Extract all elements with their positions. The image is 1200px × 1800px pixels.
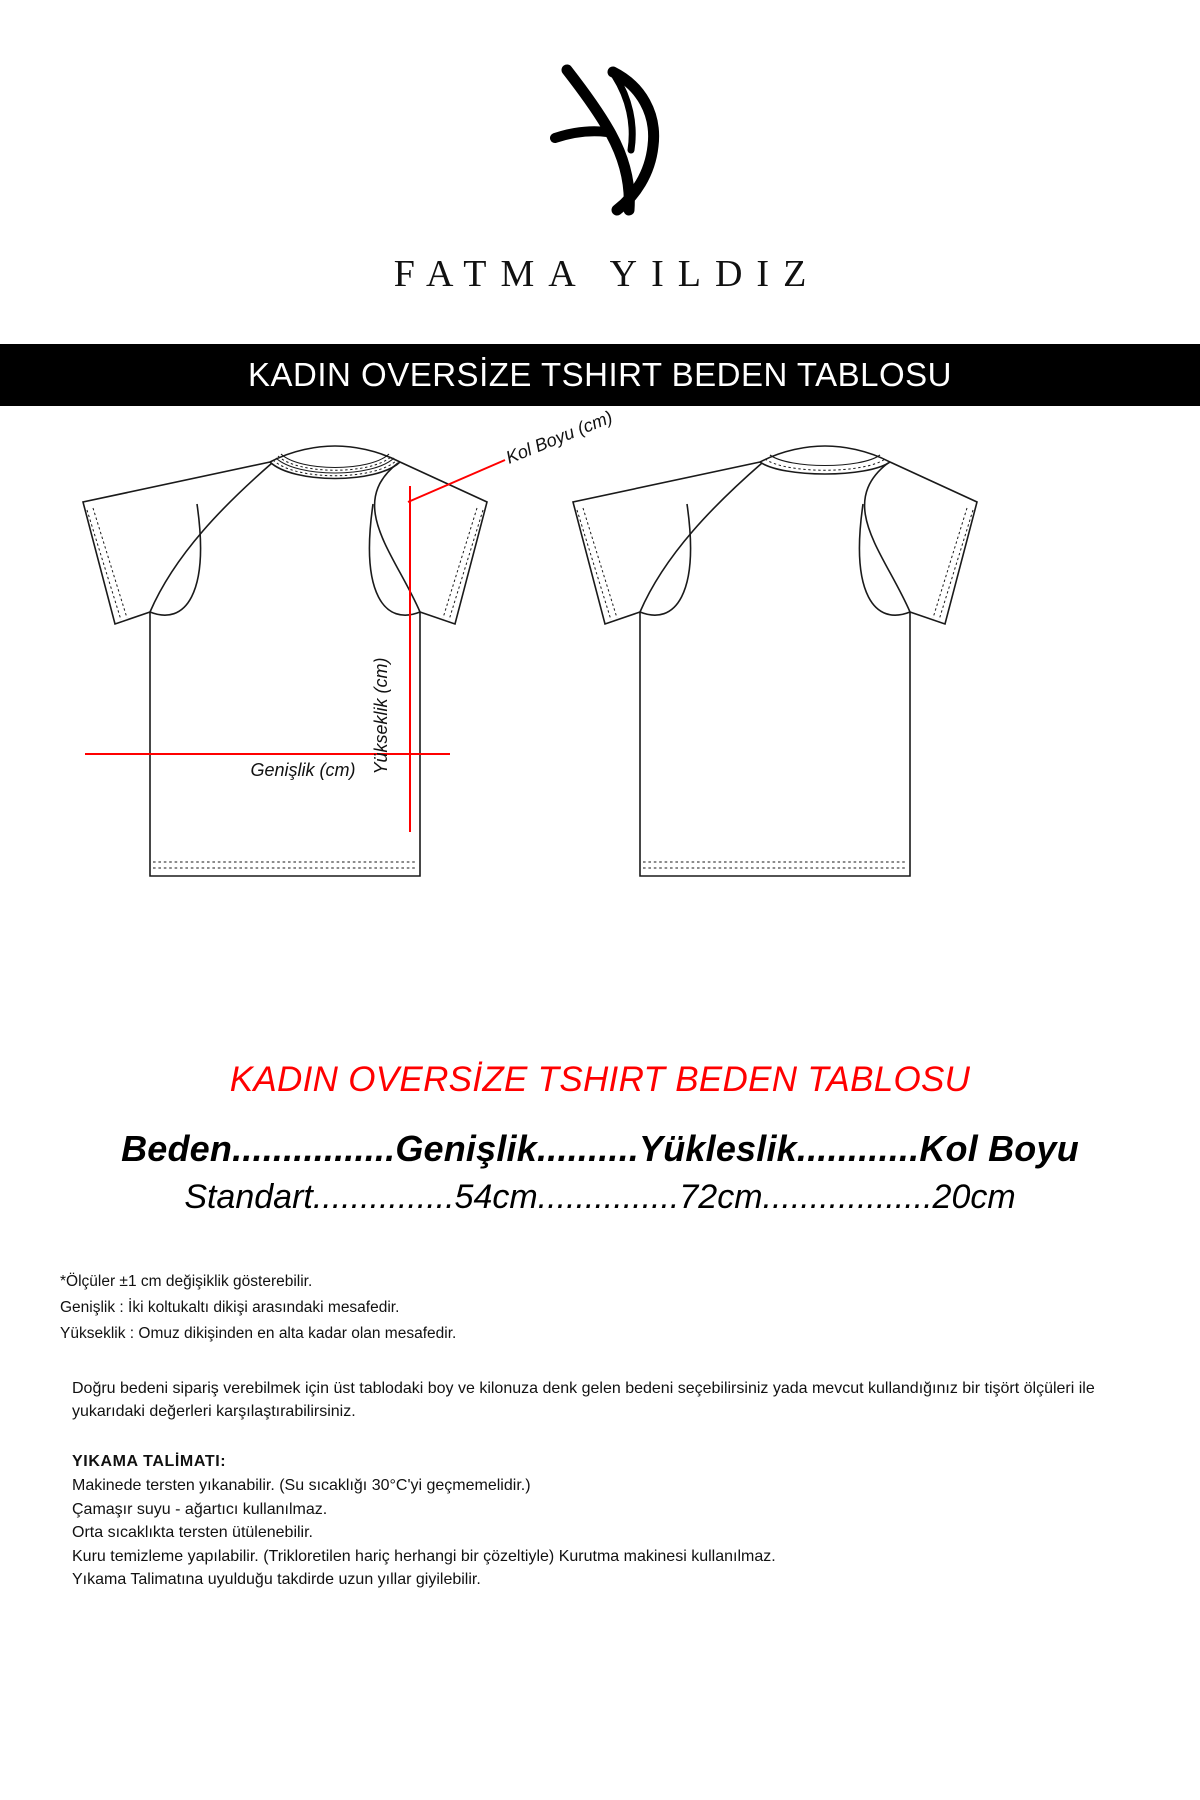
fy-monogram-logo-icon — [495, 42, 705, 242]
wash-instructions — [60, 1453, 1140, 1592]
note-width-definition: Genişlik : İki koltukaltı dikişi arasındaki mesafedir. — [60, 1299, 400, 1316]
wash-line-dryclean: Kuru temizleme yapılabilir. (Trikloretilen hariç herhangi bir çözeltiyle) Kurutma makinesi kullanılmaz. — [72, 1547, 776, 1565]
ordering-paragraph: Doğru bedeni sipariş verebilmek için üst tablodaki boy ve kilonuza denk gelen bedeni seçebilirsiniz yada mevcut kullandığınız bir tişört ölçüleri ile yukarıdaki değerleri karşılaştırabilirsiniz. — [72, 1380, 1095, 1420]
size-table-title: KADIN OVERSİZE TSHIRT BEDEN TABLOSU — [229, 1060, 971, 1099]
wash-instructions-title: YIKAMA TALİMATI: — [72, 1453, 227, 1470]
label-sleeve-length: Kol Boyu (cm) — [503, 406, 616, 468]
wash-line-machine: Makinede tersten yıkanabilir. (Su sıcaklığı 30°C'yi geçmemelidir.) — [72, 1477, 531, 1494]
wash-line-iron: Orta sıcaklıkta tersten ütülenebilir. — [72, 1524, 313, 1541]
note-tolerance: *Ölçüler ±1 cm değişiklik gösterebilir. — [60, 1273, 313, 1290]
wash-line-bleach: Çamaşır suyu - ağartıcı kullanılmaz. — [72, 1500, 328, 1518]
size-table-header: Beden................Genişlik..........Yükleslik............Kol Boyu — [121, 1128, 1079, 1169]
title-bar-text: KADIN OVERSİZE TSHIRT BEDEN TABLOSU — [248, 356, 952, 393]
wash-line-longevity: Yıkama Talimatına uyulduğu takdirde uzun yıllar giyilebilir. — [72, 1571, 481, 1588]
note-height-definition: Yükseklik : Omuz dikişinden en alta kadar olan mesafedir. — [60, 1325, 457, 1342]
title-bar — [0, 344, 1200, 406]
size-table — [0, 1060, 1200, 1217]
tshirt-front-view — [83, 446, 487, 876]
size-table-row: Standart...............54cm...............72cm..................20cm — [184, 1178, 1016, 1216]
tshirt-diagram-svg — [35, 406, 1165, 984]
label-height: Yükseklik (cm) — [371, 657, 391, 775]
brand-name: FATMA YILDIZ — [393, 253, 821, 295]
label-width: Genişlik (cm) — [250, 760, 356, 780]
tshirt-technical-drawing — [0, 406, 1200, 1004]
brand-header — [0, 0, 1200, 296]
notes-block — [0, 1269, 1200, 1592]
tshirt-back-view — [573, 446, 977, 876]
